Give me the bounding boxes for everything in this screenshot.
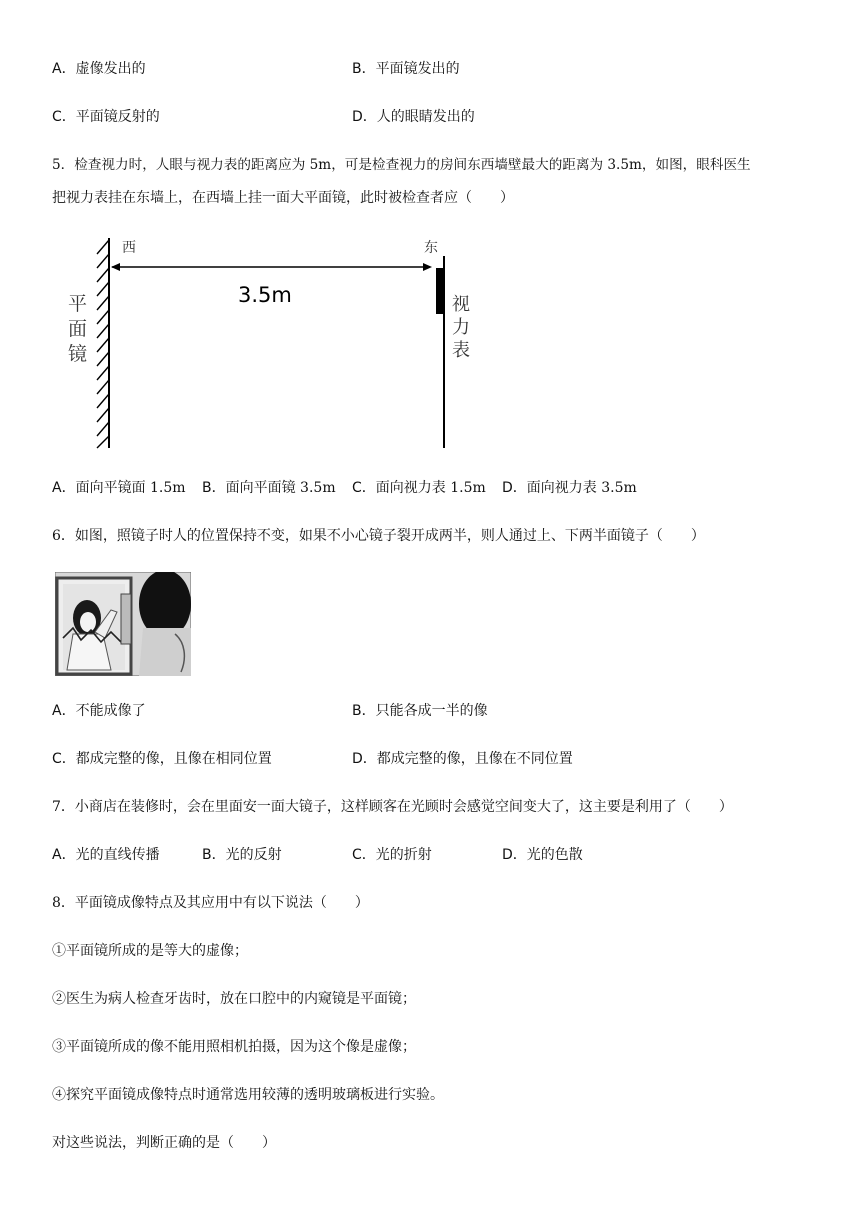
q7-option-b: B．光的反射 (202, 847, 282, 863)
chart-char-3: 表 (452, 340, 470, 361)
q6-option-a: A．不能成像了 (52, 703, 146, 719)
mirror-char-1: 平 (68, 293, 88, 315)
eye-chart-board (436, 268, 444, 314)
q8-question: 对这些说法，判断正确的是（ ） (52, 1135, 276, 1151)
q8-item-2: ②医生为病人检查牙齿时，放在口腔中的内窥镜是平面镜； (52, 991, 416, 1007)
q4-option-a: A．虚像发出的 (52, 61, 146, 77)
q7-stem: 7．小商店在装修时，会在里面安一面大镜子，这样顾客在光顾时会感觉空间变大了，这主要是利用了（ ） (52, 799, 733, 815)
q4-option-c: C．平面镜反射的 (52, 109, 160, 125)
q4-option-b: B．平面镜发出的 (352, 61, 460, 77)
q5-option-a: A．面向平镜面 1.5m (52, 480, 186, 496)
mirror-hatching (97, 240, 109, 448)
q8-item-1: ①平面镜所成的是等大的虚像； (52, 943, 248, 959)
q7-option-d: D．光的色散 (502, 847, 583, 863)
q6-stem: 6．如图，照镜子时人的位置保持不变，如果不小心镜子裂开成两半，则人通过上、下两半面镜子（ ） (52, 528, 705, 544)
q4-option-d: D．人的眼睛发出的 (352, 109, 475, 125)
q8-item-3: ③平面镜所成的像不能用照相机拍摄，因为这个像是虚像； (52, 1039, 416, 1055)
east-label: 东 (424, 240, 438, 256)
q5-stem-line1: 5．检查视力时，人眼与视力表的距离应为 5m，可是检查视力的房间东西墙壁最大的距离为 3.5m，如图，眼科医生 (52, 157, 751, 173)
arrow-head-right (423, 263, 432, 271)
q6-option-c: C．都成完整的像，且像在相同位置 (52, 751, 272, 767)
q7-option-a: A．光的直线传播 (52, 847, 160, 863)
q6-mirror-photo (55, 572, 191, 676)
q5-option-b: B．面向平面镜 3.5m (202, 480, 336, 496)
arrow-head-left (111, 263, 120, 271)
distance-label: 3.5m (238, 283, 292, 307)
q8-stem: 8．平面镜成像特点及其应用中有以下说法（ ） (52, 895, 369, 911)
q5-stem-line2: 把视力表挂在东墙上，在西墙上挂一面大平面镜，此时被检查者应（ ） (52, 190, 514, 206)
chart-char-2: 力 (452, 317, 470, 338)
mirror-char-3: 镜 (68, 343, 88, 365)
q6-option-d: D．都成完整的像，且像在不同位置 (352, 751, 573, 767)
mirror-char-2: 面 (68, 318, 88, 340)
chart-char-1: 视 (452, 294, 470, 315)
q5-figure (60, 234, 480, 452)
west-label: 西 (122, 240, 136, 256)
q7-option-c: C．光的折射 (352, 847, 432, 863)
q6-option-b: B．只能各成一半的像 (352, 703, 488, 719)
q5-option-c: C．面向视力表 1.5m (352, 480, 486, 496)
q8-item-4: ④探究平面镜成像特点时通常选用较薄的透明玻璃板进行实验。 (52, 1087, 444, 1103)
q5-option-d: D．面向视力表 3.5m (502, 480, 637, 496)
